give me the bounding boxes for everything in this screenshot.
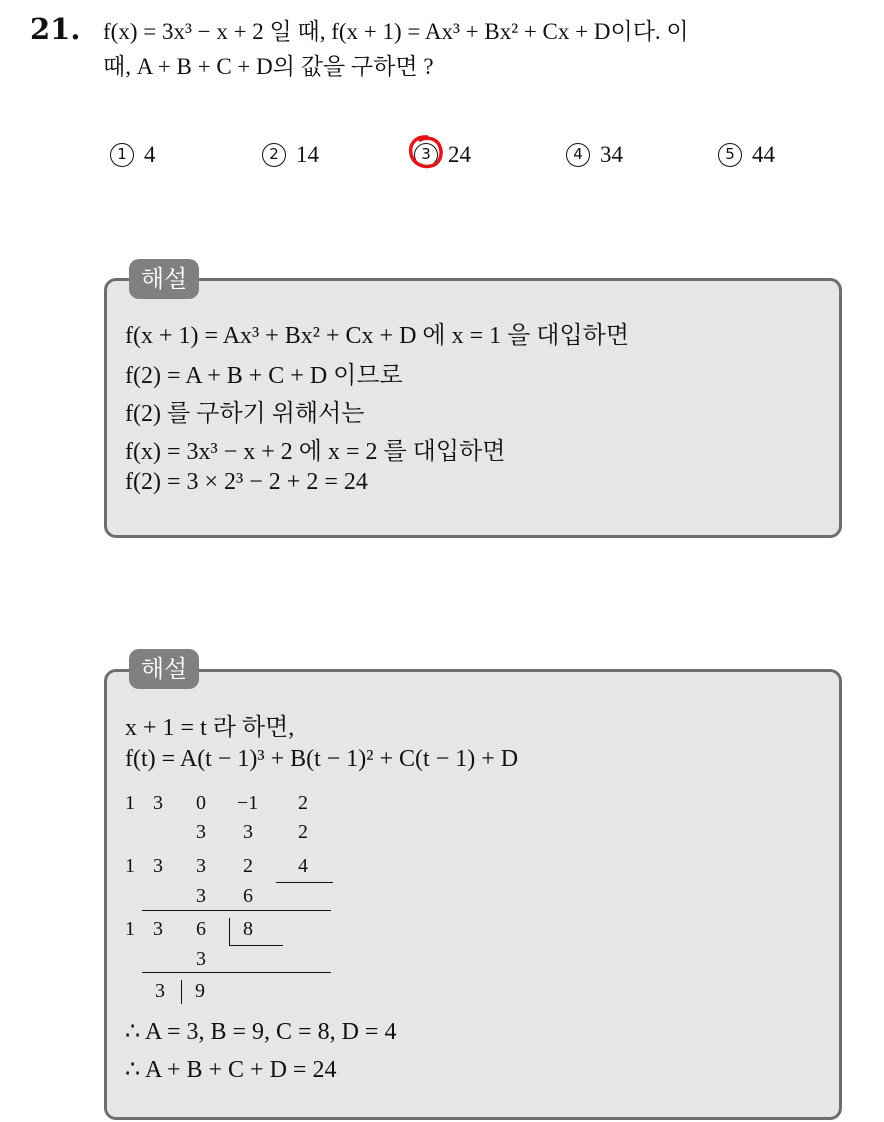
explanation2-conclusion1: ∴ A = 3, B = 9, C = 8, D = 4 [125, 1019, 397, 1045]
syn-cell: 6 [196, 918, 206, 940]
question-text-line1: f(x) = 3x³ − x + 2 일 때, f(x + 1) = Ax³ + Bx² + Cx + D이다. 이 [103, 19, 689, 44]
choice-1[interactable] [110, 142, 156, 168]
syn-remainder: 8 [243, 918, 253, 940]
choice-value: 4 [144, 142, 156, 167]
question-text [103, 14, 863, 84]
syn-divisor: 1 [125, 855, 135, 877]
explanation1-line1: f(x + 1) = Ax³ + Bx² + Cx + D 에 x = 1 을 대입하면 [125, 323, 630, 349]
syn-remainder-bracket-v [229, 918, 230, 945]
syn-cell: 3 [155, 980, 165, 1002]
explanation2-line2: f(t) = A(t − 1)³ + B(t − 1)² + C(t − 1) + D [125, 746, 519, 772]
question-number: 21. [30, 12, 81, 46]
choice-value: 34 [600, 142, 623, 167]
syn-remainder-line [276, 882, 333, 883]
explanation1-line5: f(2) = 3 × 2³ − 2 + 2 = 24 [125, 469, 368, 495]
explanation2-line1: x + 1 = t 라 하면, [125, 715, 295, 741]
choice-4[interactable] [566, 142, 623, 168]
explanation2-conclusion2: ∴ A + B + C + D = 24 [125, 1057, 337, 1083]
syn-cell: 6 [243, 885, 253, 907]
choice-number: 4 [566, 143, 590, 167]
choice-3[interactable] [414, 142, 471, 168]
syn-cell: 0 [196, 792, 206, 814]
syn-cell: 3 [153, 792, 163, 814]
choice-2[interactable] [262, 142, 319, 168]
syn-cell: 3 [196, 885, 206, 907]
explanation1-line3: f(2) 를 구하기 위해서는 [125, 401, 365, 427]
syn-cell: 2 [243, 855, 253, 877]
syn-cell: 3 [196, 948, 206, 970]
syn-divisor: 1 [125, 792, 135, 814]
choice-value: 24 [448, 142, 471, 167]
syn-remainder-bracket-v [181, 980, 182, 1004]
choice-number: 3 [414, 143, 438, 167]
explanation1-line2: f(2) = A + B + C + D 이므로 [125, 363, 403, 389]
explanation1-line4: f(x) = 3x³ − x + 2 에 x = 2 를 대입하면 [125, 439, 506, 465]
syn-cell: 2 [298, 792, 308, 814]
syn-cell: −1 [237, 792, 259, 814]
question-text-line2: 때, A + B + C + D의 값을 구하면 ? [103, 54, 434, 79]
choice-number: 5 [718, 143, 742, 167]
syn-divider-line [142, 910, 331, 911]
explanation-label-2: 해설 [129, 649, 199, 689]
syn-divider-line [142, 972, 331, 973]
syn-cell: 3 [243, 821, 253, 843]
answer-choices [110, 142, 810, 176]
choice-value: 44 [752, 142, 775, 167]
syn-cell: 3 [196, 821, 206, 843]
choice-value: 14 [296, 142, 319, 167]
explanation-label-1: 해설 [129, 259, 199, 299]
syn-cell: 3 [153, 918, 163, 940]
syn-remainder-bracket-h [229, 945, 283, 946]
syn-cell: 2 [298, 821, 308, 843]
syn-cell: 3 [196, 855, 206, 877]
choice-number: 2 [262, 143, 286, 167]
syn-remainder: 9 [195, 980, 205, 1002]
syn-remainder: 4 [298, 855, 308, 877]
syn-divisor: 1 [125, 918, 135, 940]
choice-5[interactable] [718, 142, 775, 168]
choice-number: 1 [110, 143, 134, 167]
syn-cell: 3 [153, 855, 163, 877]
